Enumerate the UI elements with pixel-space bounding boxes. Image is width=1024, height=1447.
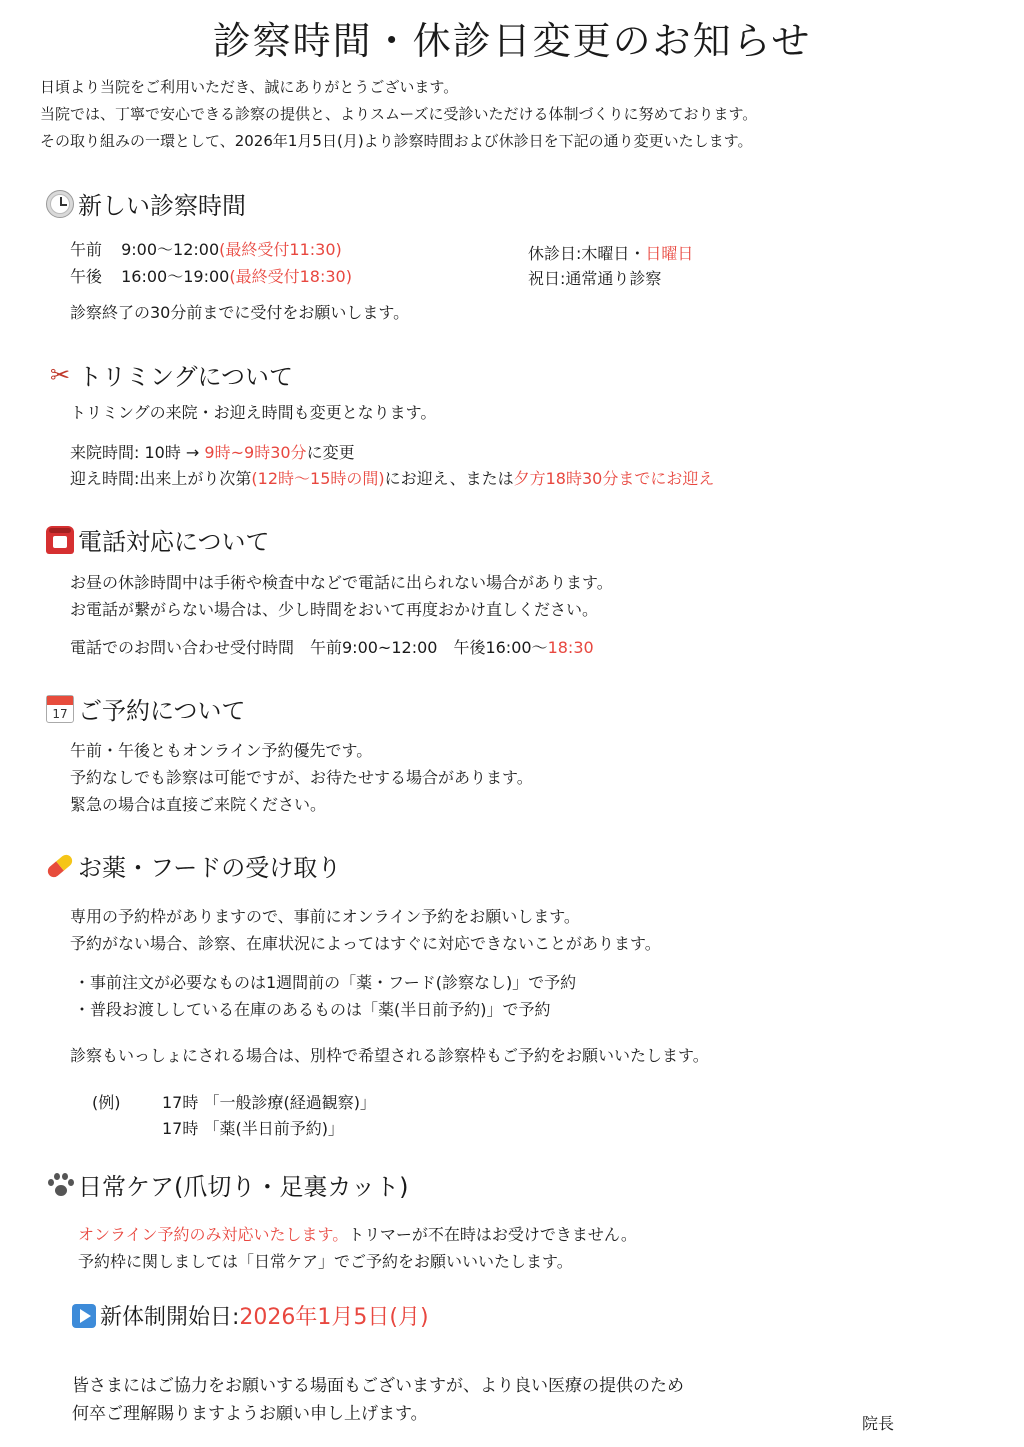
hours-am bbox=[70, 237, 342, 260]
example-1: 17時 「一般診療(経過観察)」 bbox=[162, 1093, 376, 1112]
phone-line-2: お電話が繋がらない場合は、少し時間をおいて再度おかけ直しください。 bbox=[70, 600, 599, 619]
clock-icon bbox=[46, 190, 74, 218]
phone-hours-end: 18:30 bbox=[547, 638, 594, 657]
pickup-mid: にお迎え、または bbox=[384, 469, 514, 488]
example-2: 17時 「薬(半日前予約)」 bbox=[162, 1119, 344, 1138]
intro-line-1: 日頃より当院をご利用いただき、誠にありがとうございます。 bbox=[40, 78, 459, 96]
medicine-line-3: 診察もいっしょにされる場合は、別枠で希望される診察枠もご予約をお願いいたします。 bbox=[70, 1046, 709, 1065]
calendar-day: 17 bbox=[52, 706, 68, 721]
trimming-arrival bbox=[70, 440, 355, 463]
example-label: (例) bbox=[92, 1093, 121, 1112]
phone-heading bbox=[46, 522, 270, 557]
care-line-2: 予約枠に関しましては「日常ケア」でご予約をお願いいいたします。 bbox=[78, 1252, 573, 1271]
trimming-heading-text: トリミングについて bbox=[78, 363, 294, 391]
paw-icon bbox=[46, 1171, 74, 1199]
pm-time: 16:00〜19:00 bbox=[121, 267, 230, 286]
booking-line-3: 緊急の場合は直接ご来院ください。 bbox=[70, 795, 327, 814]
care-heading-text: 日常ケア(爪切り・足裏カット) bbox=[78, 1173, 409, 1201]
intro-line-2: 当院では、丁寧で安心できる診察の提供と、よりスムーズに受診いただける体制づくりに努めております。 bbox=[40, 105, 758, 123]
pickup-window: (12時〜15時の間) bbox=[251, 469, 385, 488]
arrival-prefix: 来院時間: 10時 → bbox=[70, 443, 205, 462]
arrival-suffix: に変更 bbox=[306, 443, 355, 462]
page-title: 診察時間・休診日変更のお知らせ bbox=[212, 19, 812, 63]
start-date-value: 2026年1月5日(月) bbox=[239, 1305, 429, 1330]
care-line-1 bbox=[78, 1222, 637, 1245]
medicine-heading-text: お薬・フードの受け取り bbox=[78, 854, 342, 882]
arrival-time: 9時~9時30分 bbox=[204, 443, 307, 462]
phone-hours bbox=[70, 635, 594, 658]
pill-icon bbox=[40, 846, 79, 885]
trimming-pickup bbox=[70, 466, 714, 489]
medicine-line-1: 専用の予約枠がありますので、事前にオンライン予約をお願いします。 bbox=[70, 907, 580, 926]
pickup-prefix: 迎え時間:出来上がり次第 bbox=[70, 469, 252, 488]
pickup-evening: 夕方18時30分までにお迎え bbox=[513, 469, 715, 488]
pm-label: 午後 bbox=[70, 267, 103, 286]
closed-days bbox=[528, 241, 693, 264]
am-label: 午前 bbox=[70, 240, 103, 259]
hours-pm bbox=[70, 264, 352, 287]
play-icon bbox=[72, 1304, 96, 1328]
medicine-line-2: 予約がない場合、診察、在庫状況によってはすぐに対応できないことがあります。 bbox=[70, 934, 661, 953]
booking-heading bbox=[46, 691, 246, 726]
phone-line-1: お昼の休診時間中は手術や検査中などで電話に出られない場合があります。 bbox=[70, 573, 613, 592]
care-trimmer-note: トリマーが不在時はお受けできません。 bbox=[348, 1225, 637, 1244]
medicine-bullet-1: ・事前注文が必要なものは1週間前の「薬・フード(診察なし)」で予約 bbox=[74, 973, 577, 992]
telephone-icon bbox=[46, 526, 74, 554]
trimming-line-1: トリミングの来院・お迎え時間も変更となります。 bbox=[70, 403, 437, 422]
trimming-heading bbox=[46, 357, 293, 392]
start-label: 新体制開始日: bbox=[100, 1305, 240, 1330]
booking-line-2: 予約なしでも診察は可能ですが、お待たせする場合があります。 bbox=[70, 768, 533, 787]
holiday-note: 祝日:通常通り診察 bbox=[528, 269, 662, 288]
intro-line-3: その取り組みの一環として、2026年1月5日(月)より診察時間および休診日を下記の通り変更いたします。 bbox=[40, 132, 753, 150]
booking-line-1: 午前・午後ともオンライン予約優先です。 bbox=[70, 741, 373, 760]
calendar-icon bbox=[46, 695, 74, 723]
hours-heading bbox=[46, 186, 246, 221]
closed-prefix: 休診日:木曜日・ bbox=[528, 244, 646, 263]
medicine-bullet-2: ・普段お渡ししている在庫のあるものは「薬(半日前予約)」で予約 bbox=[74, 1000, 551, 1019]
care-heading bbox=[46, 1167, 409, 1202]
am-note: (最終受付11:30) bbox=[219, 240, 342, 259]
hours-heading-text: 新しい診察時間 bbox=[78, 192, 246, 220]
phone-hours-prefix: 電話でのお問い合わせ受付時間 午前9:00~12:00 午後16:00〜 bbox=[70, 638, 548, 657]
phone-heading-text: 電話対応について bbox=[78, 528, 270, 556]
scissors-icon: ✂ bbox=[49, 360, 71, 389]
booking-heading-text: ご予約について bbox=[78, 697, 246, 725]
hours-note: 診察終了の30分前までに受付をお願いします。 bbox=[70, 303, 410, 322]
care-online-only: オンライン予約のみ対応いたします。 bbox=[78, 1225, 349, 1244]
closing-line-1: 皆さまにはご協力をお願いする場面もございますが、より良い医療の提供のため bbox=[72, 1376, 684, 1396]
pm-note: (最終受付18:30) bbox=[229, 267, 352, 286]
medicine-heading bbox=[46, 848, 341, 883]
closing-line-2: 何卒ご理解賜りますようお願い申し上げます。 bbox=[72, 1404, 428, 1424]
am-time: 9:00〜12:00 bbox=[121, 240, 220, 259]
closed-sunday: 日曜日 bbox=[645, 244, 694, 263]
signature: 院長 bbox=[862, 1414, 895, 1433]
start-date bbox=[72, 1300, 429, 1331]
